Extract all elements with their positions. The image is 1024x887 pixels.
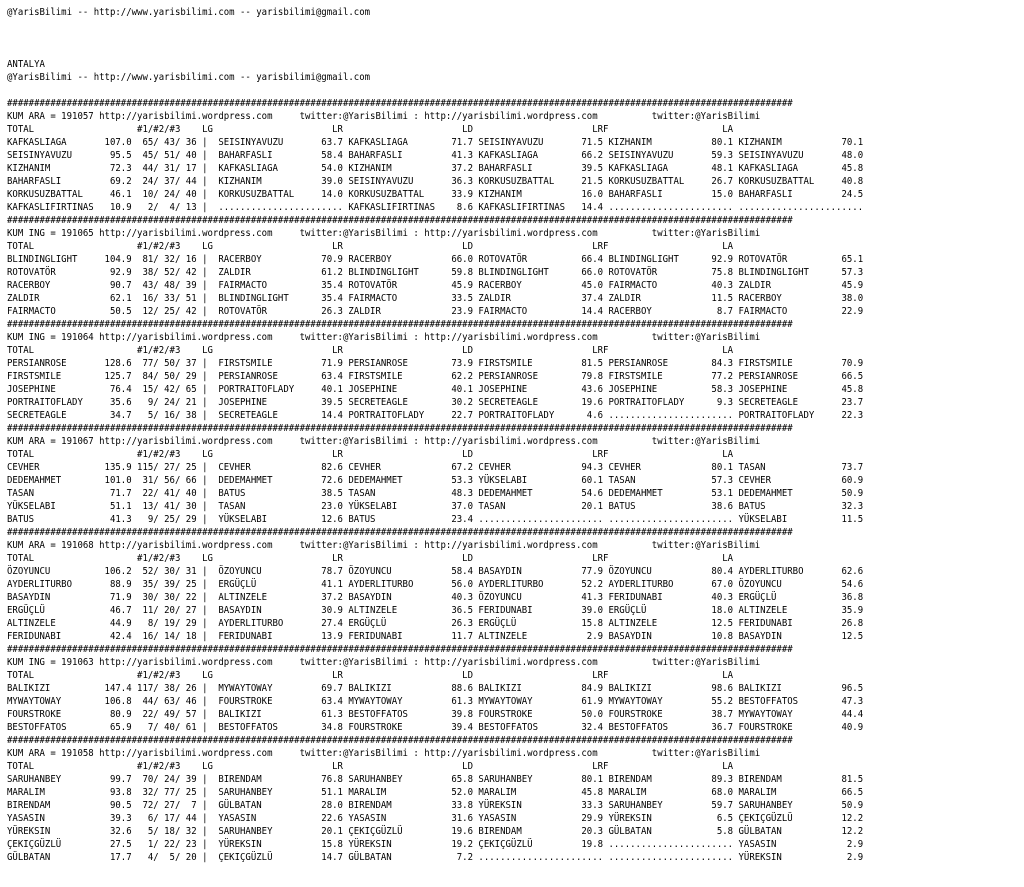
race-row: BATUS 41.3 9/ 25/ 29 | YÜKSELABI 12.6 BATUS 23.4 ....................... ....................... YÜKSELABI 11.5 (7, 514, 864, 525)
race-column-headers: TOTAL #1/#2/#3 LG LR LD LRF LA (7, 761, 734, 772)
race-row: CEVHER 135.9 115/ 27/ 25 | CEVHER 82.6 CEVHER 67.2 CEVHER 94.3 CEVHER 80.1 TASAN 73.7 (7, 462, 864, 473)
separator-line: ################################################################################################################################################# (7, 215, 793, 226)
race-row: SECRETEAGLE 34.7 5/ 16/ 38 | SECRETEAGLE 14.4 PORTRAITOFLADY 22.7 PORTRAITOFLADY 4.6 ....................... PORTRAITOFLADY 22.3 (7, 410, 864, 421)
race-row: BAHARFASLI 69.2 24/ 37/ 44 | KIZHANIM 39.0 SEISINYAVUZU 36.3 KORKUSUZBATTAL 21.5 KORKUSUZBATTAL 26.7 KORKUSUZBATTAL 40.8 (7, 176, 864, 187)
race-row: JOSEPHINE 76.4 15/ 42/ 65 | PORTRAITOFLADY 40.1 JOSEPHINE 40.1 JOSEPHINE 43.6 JOSEPHINE 58.3 JOSEPHINE 45.8 (7, 384, 864, 395)
race-column-headers: TOTAL #1/#2/#3 LG LR LD LRF LA (7, 670, 734, 681)
race-row: BASAYDIN 71.9 30/ 30/ 22 | ALTINZELE 37.2 BASAYDIN 40.3 ÖZOYUNCU 41.3 FERIDUNABI 40.3 ERGÜÇLÜ 36.8 (7, 592, 864, 603)
race-row: ÇEKIÇGÜZLÜ 27.5 1/ 22/ 23 | YÜREKSIN 15.8 YÜREKSIN 19.2 ÇEKIÇGÜZLÜ 19.8 ....................... YASASIN 2.9 (7, 839, 864, 850)
race-row: KORKUSUZBATTAL 46.1 10/ 24/ 40 | KORKUSUZBATTAL 14.0 KORKUSUZBATTAL 33.9 KIZHANIM 16.0 BAHARFASLI 15.0 BAHARFASLI 24.5 (7, 189, 864, 200)
race-row: ROTOVATÖR 92.9 38/ 52/ 42 | ZALDIR 61.2 BLINDINGLIGHT 59.8 BLINDINGLIGHT 66.0 ROTOVATÖR 75.8 BLINDINGLIGHT 57.3 (7, 267, 864, 278)
race-title: KUM ING = 191063 http://yarisbilimi.wordpress.com twitter:@YarisBilimi : http://yarisbilimi.wordpress.com twitter:@YarisBilimi (7, 657, 761, 668)
race-row: FAIRMACTO 50.5 12/ 25/ 42 | ROTOVATÖR 26.3 ZALDIR 23.9 FAIRMACTO 14.4 RACERBOY 8.7 FAIRMACTO 22.9 (7, 306, 864, 317)
separator-line: ################################################################################################################################################# (7, 98, 793, 109)
race-row: YÜKSELABI 51.1 13/ 41/ 30 | TASAN 23.0 YÜKSELABI 37.0 TASAN 20.1 BATUS 38.6 BATUS 32.3 (7, 501, 864, 512)
separator-line: ################################################################################################################################################# (7, 527, 793, 538)
race-column-headers: TOTAL #1/#2/#3 LG LR LD LRF LA (7, 553, 734, 564)
race-row: TASAN 71.7 22/ 41/ 40 | BATUS 38.5 TASAN 48.3 DEDEMAHMET 54.6 DEDEMAHMET 53.1 DEDEMAHMET 50.9 (7, 488, 864, 499)
city-title: ANTALYA (7, 59, 45, 70)
race-row: ERGÜÇLÜ 46.7 11/ 20/ 27 | BASAYDIN 30.9 ALTINZELE 36.5 FERIDUNABI 39.0 ERGÜÇLÜ 18.0 ALTINZELE 35.9 (7, 605, 864, 616)
race-row: SEISINYAVUZU 95.5 45/ 51/ 40 | BAHARFASLI 58.4 BAHARFASLI 41.3 KAFKASLIAGA 66.2 SEISINYAVUZU 59.3 SEISINYAVUZU 48.0 (7, 150, 864, 161)
race-row: PORTRAITOFLADY 35.6 9/ 24/ 21 | JOSEPHINE 39.5 SECRETEAGLE 30.2 SECRETEAGLE 19.6 PORTRAITOFLADY 9.3 SECRETEAGLE 23.7 (7, 397, 864, 408)
race-row: FERIDUNABI 42.4 16/ 14/ 18 | FERIDUNABI 13.9 FERIDUNABI 11.7 ALTINZELE 2.9 BASAYDIN 10.8 BASAYDIN 12.5 (7, 631, 864, 642)
separator-line: ################################################################################################################################################# (7, 319, 793, 330)
race-row: BIRENDAM 90.5 72/ 27/ 7 | GÜLBATAN 28.0 BIRENDAM 33.8 YÜREKSIN 33.3 SARUHANBEY 59.7 SARUHANBEY 50.9 (7, 800, 864, 811)
race-row: BALIKIZI 147.4 117/ 38/ 26 | MYWAYTOWAY 69.7 BALIKIZI 88.6 BALIKIZI 84.9 BALIKIZI 98.6 BALIKIZI 96.5 (7, 683, 864, 694)
race-title: KUM ING = 191064 http://yarisbilimi.wordpress.com twitter:@YarisBilimi : http://yarisbilimi.wordpress.com twitter:@YarisBilimi (7, 332, 761, 343)
race-column-headers: TOTAL #1/#2/#3 LG LR LD LRF LA (7, 241, 734, 252)
header-contact-line: @YarisBilimi -- http://www.yarisbilimi.com -- yarisbilimi@gmail.com (7, 7, 371, 18)
race-row: BLINDINGLIGHT 104.9 81/ 32/ 16 | RACERBOY 70.9 RACERBOY 66.0 ROTOVATÖR 66.4 BLINDINGLIGHT 92.9 ROTOVATÖR 65.1 (7, 254, 864, 265)
race-column-headers: TOTAL #1/#2/#3 LG LR LD LRF LA (7, 345, 734, 356)
race-title: KUM ARA = 191068 http://yarisbilimi.wordpress.com twitter:@YarisBilimi : http://yarisbilimi.wordpress.com twitter:@YarisBilimi (7, 540, 761, 551)
race-row: FIRSTSMILE 125.7 84/ 50/ 29 | PERSIANROSE 63.4 FIRSTSMILE 62.2 PERSIANROSE 79.8 FIRSTSMILE 77.2 PERSIANROSE 66.5 (7, 371, 864, 382)
race-row: AYDERLITURBO 88.9 35/ 39/ 25 | ERGÜÇLÜ 41.1 AYDERLITURBO 56.0 AYDERLITURBO 52.2 AYDERLITURBO 67.0 ÖZOYUNCU 54.6 (7, 579, 864, 590)
race-row: MYWAYTOWAY 106.8 44/ 63/ 46 | FOURSTROKE 63.4 MYWAYTOWAY 61.3 MYWAYTOWAY 61.9 MYWAYTOWAY 55.2 BESTOFFATOS 47.3 (7, 696, 864, 707)
race-row: KAFKASLIAGA 107.0 65/ 43/ 36 | SEISINYAVUZU 63.7 KAFKASLIAGA 71.7 SEISINYAVUZU 71.5 KIZHANIM 80.1 KIZHANIM 70.1 (7, 137, 864, 148)
separator-line: ################################################################################################################################################# (7, 423, 793, 434)
race-row: ALTINZELE 44.9 8/ 19/ 29 | AYDERLITURBO 27.4 ERGÜÇLÜ 26.3 ERGÜÇLÜ 15.8 ALTINZELE 12.5 FERIDUNABI 26.8 (7, 618, 864, 629)
race-row: FOURSTROKE 80.9 22/ 49/ 57 | BALIKIZI 61.3 BESTOFFATOS 39.8 FOURSTROKE 50.0 FOURSTROKE 38.7 MYWAYTOWAY 44.4 (7, 709, 864, 720)
race-row: YÜREKSIN 32.6 5/ 18/ 32 | SARUHANBEY 20.1 ÇEKIÇGÜZLÜ 19.6 BIRENDAM 20.3 GÜLBATAN 5.8 GÜLBATAN 12.2 (7, 826, 864, 837)
race-row: SARUHANBEY 99.7 70/ 24/ 39 | BIRENDAM 76.8 SARUHANBEY 65.8 SARUHANBEY 80.1 BIRENDAM 89.3 BIRENDAM 81.5 (7, 774, 864, 785)
race-title: KUM ARA = 191057 http://yarisbilimi.wordpress.com twitter:@YarisBilimi : http://yarisbilimi.wordpress.com twitter:@YarisBilimi (7, 111, 761, 122)
race-column-headers: TOTAL #1/#2/#3 LG LR LD LRF LA (7, 449, 734, 460)
race-row: KIZHANIM 72.3 44/ 31/ 17 | KAFKASLIAGA 54.0 KIZHANIM 37.2 BAHARFASLI 39.5 KAFKASLIAGA 48.1 KAFKASLIAGA 45.8 (7, 163, 864, 174)
race-row: KAFKASLIFIRTINAS 10.9 2/ 4/ 13 | ....................... KAFKASLIFIRTINAS 8.6 KAFKASLIFIRTINAS 14.4 ....................... ....................... (7, 202, 864, 213)
race-row: RACERBOY 90.7 43/ 48/ 39 | FAIRMACTO 35.4 ROTOVATÖR 45.9 RACERBOY 45.0 FAIRMACTO 40.3 ZALDIR 45.9 (7, 280, 864, 291)
race-title: KUM ARA = 191058 http://yarisbilimi.wordpress.com twitter:@YarisBilimi : http://yarisbilimi.wordpress.com twitter:@YarisBilimi (7, 748, 761, 759)
separator-line: ################################################################################################################################################# (7, 644, 793, 655)
race-row: YASASIN 39.3 6/ 17/ 44 | YASASIN 22.6 YASASIN 31.6 YASASIN 29.9 YÜREKSIN 6.5 ÇEKIÇGÜZLÜ 12.2 (7, 813, 864, 824)
race-title: KUM ARA = 191067 http://yarisbilimi.wordpress.com twitter:@YarisBilimi : http://yarisbilimi.wordpress.com twitter:@YarisBilimi (7, 436, 761, 447)
race-row: BESTOFFATOS 65.9 7/ 40/ 61 | BESTOFFATOS 34.8 FOURSTROKE 39.4 BESTOFFATOS 32.4 BESTOFFATOS 36.7 FOURSTROKE 40.9 (7, 722, 864, 733)
race-row: ZALDIR 62.1 16/ 33/ 51 | BLINDINGLIGHT 35.4 FAIRMACTO 33.5 ZALDIR 37.4 ZALDIR 11.5 RACERBOY 38.0 (7, 293, 864, 304)
race-row: ÖZOYUNCU 106.2 52/ 30/ 31 | ÖZOYUNCU 78.7 ÖZOYUNCU 58.4 BASAYDIN 77.9 ÖZOYUNCU 80.4 AYDERLITURBO 62.6 (7, 566, 864, 577)
race-row: PERSIANROSE 128.6 77/ 50/ 37 | FIRSTSMILE 71.9 PERSIANROSE 73.9 FIRSTSMILE 81.5 PERSIANROSE 84.3 FIRSTSMILE 70.9 (7, 358, 864, 369)
race-row: MARALIM 93.8 32/ 77/ 25 | SARUHANBEY 51.1 MARALIM 52.0 MARALIM 45.8 MARALIM 68.0 MARALIM 66.5 (7, 787, 864, 798)
race-column-headers: TOTAL #1/#2/#3 LG LR LD LRF LA (7, 124, 734, 135)
race-title: KUM ING = 191065 http://yarisbilimi.wordpress.com twitter:@YarisBilimi : http://yarisbilimi.wordpress.com twitter:@YarisBilimi (7, 228, 761, 239)
race-row: GÜLBATAN 17.7 4/ 5/ 20 | ÇEKIÇGÜZLÜ 14.7 GÜLBATAN 7.2 ....................... ....................... YÜREKSIN 2.9 (7, 852, 864, 863)
race-row: DEDEMAHMET 101.0 31/ 56/ 66 | DEDEMAHMET 72.6 DEDEMAHMET 53.3 YÜKSELABI 60.1 TASAN 57.3 CEVHER 60.9 (7, 475, 864, 486)
city-contact-line: @YarisBilimi -- http://www.yarisbilimi.com -- yarisbilimi@gmail.com (7, 72, 371, 83)
separator-line: ################################################################################################################################################# (7, 735, 793, 746)
